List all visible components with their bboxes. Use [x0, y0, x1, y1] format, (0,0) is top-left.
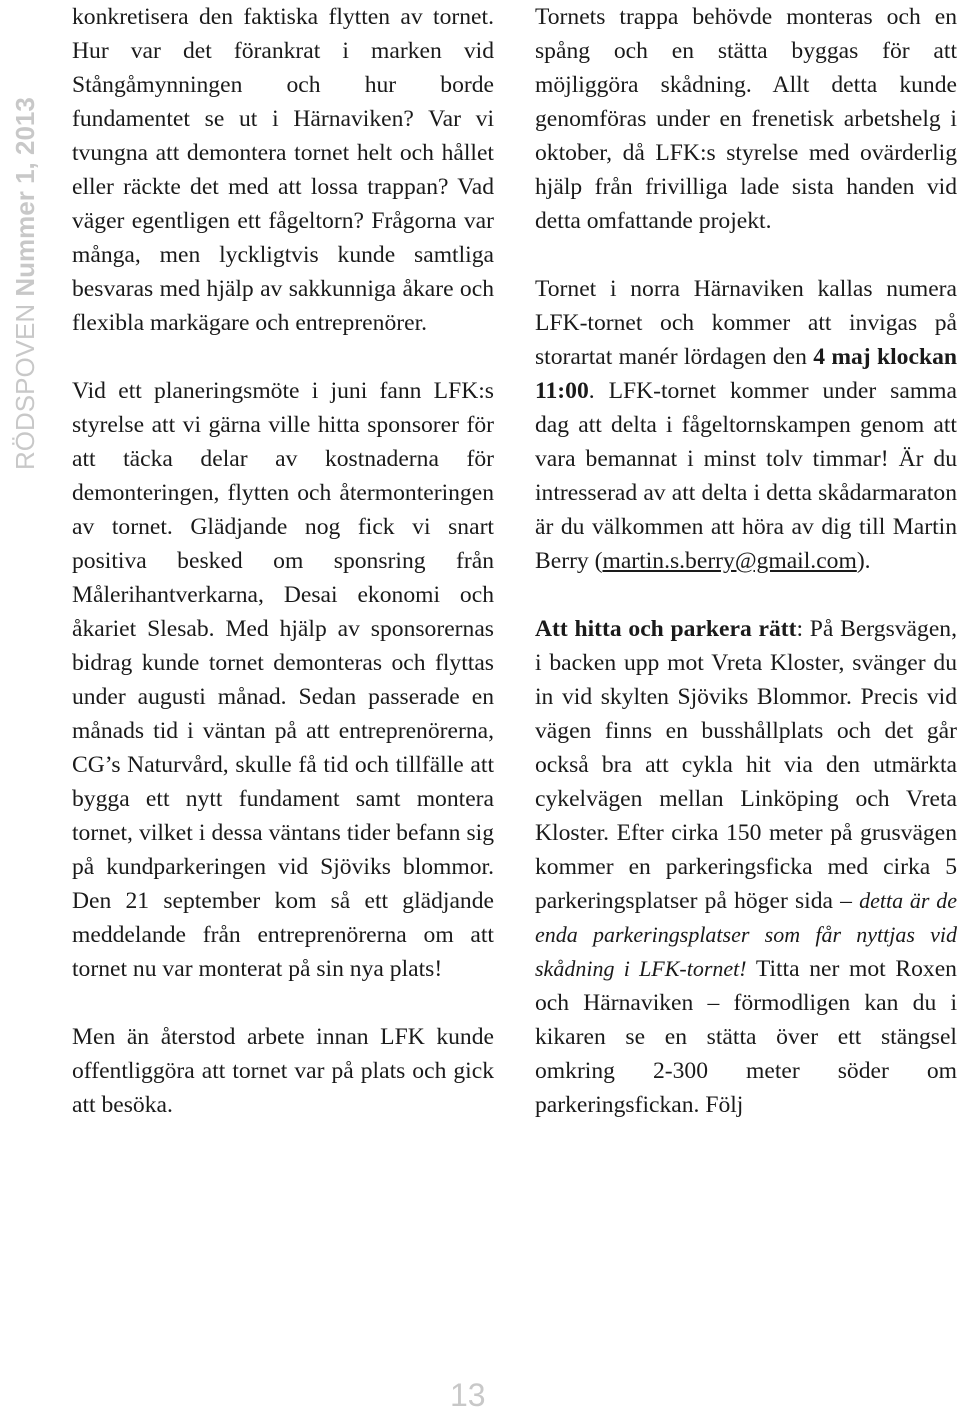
right-paragraph-3: [535, 612, 957, 1122]
right-column: [535, 0, 957, 1122]
right-paragraph-1: Tornets trappa behövde monteras och en spång och en stätta byggas för att möjliggöra skådning. Allt detta kunde genomföras under en frenetisk arbetshelg i oktober, då LFK:s styrelse med ovärderlig hjälp från frivilliga lade sista handen vid detta omfattande projekt.: [535, 4, 957, 234]
directions-text-end: Titta ner mot Roxen och Härnaviken – förmodligen kan du i kikaren se en stätta över ett stängsel omkring 2-300 meter söder om parkeringsfickan. Följ: [535, 956, 957, 1118]
paragraph-gap: [535, 578, 957, 612]
left-paragraph-2: Vid ett planeringsmöte i juni fann LFK:s styrelse att vi gärna ville hitta sponsorer för att täcka delar av kostnaderna för demonteringen, flytten och återmonteringen av tornet. Glädjande nog fick vi snart positiva besked om sponsring från Målerihantverkarna, Desai ekonomi och åkariet Slesab. Med hjälp av sponsorernas bidrag kunde tornet demonteras och flyttas under augusti månad. Sedan passerade en månads tid i väntan på att entreprenörerna, CG’s Naturvård, skulle få tid och tillfälle att bygga ett nytt fundament samt montera tornet, vilket i dessa väntans tider befann sig på kundparkeringen vid Sjöviks blommor. Den 21 september kom så ett glädjande meddelande från entreprenörerna om att tornet nu var monterat på sin nya plats!: [72, 378, 494, 982]
left-paragraph-3: Men än återstod arbete innan LFK kunde offentliggöra att tornet var på plats och gick att besöka.: [72, 1024, 494, 1118]
directions-text: : På Bergsvägen, i backen upp mot Vreta Kloster, svänger du in vid skylten Sjöviks Blommor. Precis vid vägen finns en busshållplats och det går också bra att cykla hit via den utmärkta cykelvägen mellan Linköping och Vreta Kloster. Efter cirka 150 meter på grusvägen kommer en parkeringsficka med cirka 5 parkeringsplatser på höger sida –: [535, 616, 957, 914]
paragraph-gap: [72, 340, 494, 374]
right-paragraph-2: [535, 272, 957, 578]
contact-email-link[interactable]: martin.s.berry@gmail.com: [602, 548, 857, 574]
running-header: [10, 97, 40, 470]
inauguration-date: 4 maj klockan 11:00: [535, 344, 957, 404]
directions-heading: Att hitta och parkera rätt: [535, 616, 797, 642]
issue-label: Nummer 1, 2013: [10, 97, 40, 297]
left-paragraph-1: konkretisera den faktiska flytten av tornet. Hur var det förankrat i marken vid Stångåmynningen och hur borde fundamentet se ut i Härnaviken? Var vi tvungna att demontera tornet helt och hållet eller räckte det med att lossa trappan? Vad väger egentligen ett fågeltorn? Frågorna var många, men lyckligtvis kunde samtliga besvaras med hjälp av sakkunniga åkare och flexibla markägare och entreprenörer.: [72, 4, 494, 336]
inauguration-text: Tornet i norra Härnaviken kallas numera LFK-tornet och kommer att invigas på storartat manér lördagen den: [535, 276, 957, 370]
left-column: [72, 0, 494, 1122]
paragraph-gap: [535, 238, 957, 272]
parking-notice: detta är de enda parkeringsplatser som får nyttjas vid skådning i LFK-tornet!: [535, 888, 957, 981]
inauguration-details: . LFK-tornet kommer under samma dag att delta i fågeltornskampen genom att vara bemannat i minst tolv timmar! Är du intresserad av att delta i detta skådarmaraton är du välkommen att höra av dig till Martin Berry (: [535, 378, 957, 574]
paragraph-gap: [72, 986, 494, 1020]
page-number: 13: [450, 1377, 486, 1413]
magazine-name: RÖDSPOVEN: [10, 303, 40, 470]
paren-close: ).: [856, 548, 871, 574]
sidebar-header: [4, 97, 44, 510]
